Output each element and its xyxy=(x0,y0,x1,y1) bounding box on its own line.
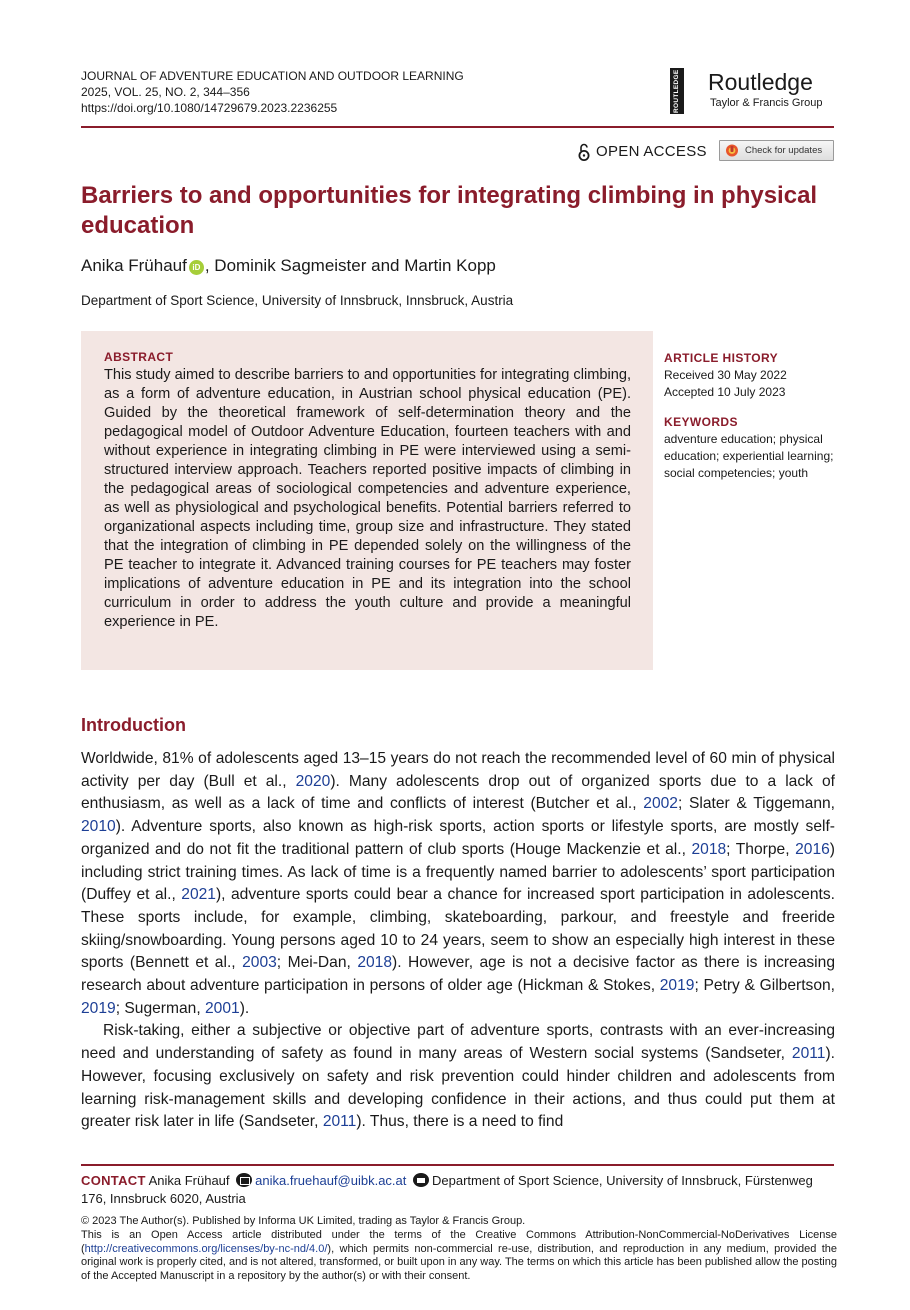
citation-link[interactable]: 2011 xyxy=(791,1045,826,1063)
license-link[interactable]: http://creativecommons.org/licenses/by-nc-nd/4.0/ xyxy=(84,1242,328,1255)
header-divider xyxy=(81,126,834,128)
section-heading-introduction: Introduction xyxy=(81,715,186,735)
paragraph xyxy=(81,1020,835,1134)
body-text xyxy=(81,748,835,1134)
contact-info xyxy=(81,1172,841,1208)
open-lock-icon xyxy=(578,143,590,161)
text-run: ). Thus, there is a need to find xyxy=(356,1113,564,1131)
accepted-date: Accepted 10 July 2023 xyxy=(664,385,786,399)
text-run: ; Sugerman, xyxy=(115,999,205,1017)
citation-link[interactable]: 2016 xyxy=(795,840,830,858)
email-link[interactable]: anika.fruehauf@uibk.ac.at xyxy=(255,1173,407,1188)
doi-link[interactable]: https://doi.org/10.1080/14729679.2023.2236255 xyxy=(81,101,338,115)
text-run: ; Slater & Tiggemann, xyxy=(677,795,835,813)
envelope-icon xyxy=(236,1173,252,1187)
paragraph xyxy=(81,748,835,1020)
publisher-subtitle: Taylor & Francis Group xyxy=(710,97,823,109)
citation-link[interactable]: 2021 xyxy=(181,886,216,904)
journal-info xyxy=(81,68,464,116)
text-run: ). Many adolescents drop out of organized sports due to a lack of enthusiasm, as well as a lack of time and conflicts of interest (Butcher et al., xyxy=(81,772,835,813)
contact-name: Anika Frühauf xyxy=(148,1173,230,1188)
check-updates-button[interactable] xyxy=(719,140,834,161)
citation-link[interactable]: 2011 xyxy=(322,1113,357,1131)
footer-divider xyxy=(81,1164,834,1166)
text-run: ). However, focusing exclusively on safety and risk prevention could hinder children and adolescents from learning risk-management skills and developing confidence in their actions, and thus could put them at greater risk later in life (Sandseter, xyxy=(81,1045,835,1131)
citation-link[interactable]: 2001 xyxy=(204,999,240,1017)
text-run: ; Petry & Gilbertson, xyxy=(694,977,835,995)
author-list xyxy=(81,255,496,277)
access-row xyxy=(578,140,834,164)
license-text xyxy=(81,1229,837,1283)
check-updates-icon xyxy=(725,144,739,157)
text-run: ). xyxy=(239,999,250,1017)
history-heading: ARTICLE HISTORY xyxy=(664,351,779,365)
abstract-heading: ABSTRACT xyxy=(104,350,174,364)
publisher-vertical-mark: ROUTLEDGE xyxy=(670,68,684,114)
citation-link[interactable]: 2019 xyxy=(659,977,695,995)
abstract-box xyxy=(81,331,653,670)
text-run: ). However, age is not a decisive factor as there is increasing research about adventure participation in persons of older age (Hickman & Stokes, xyxy=(81,954,835,995)
text-run: ), which permits non-commercial re-use, distribution, and reproduction in any medium, provided the original work is properly cited, and is not altered, transformed, or built upon in any way. The terms on which this article has been published allow the posting of the Accepted Manuscript in a repository by the author(s) or with their consent. xyxy=(81,1242,837,1282)
keywords-heading: KEYWORDS xyxy=(664,415,738,429)
keywords-list: adventure education; physical education; experiential learning; social competencies; youth xyxy=(664,432,834,480)
text-run: ), adventure sports could bear a chance for increased sport participation in adolescents. These sports include, for example, climbing, skateboarding, parkour, and freestyle and freeride skiing/snowboarding. Young persons aged 10 to 24 years, seem to show an especially high interest in these sports (Bennett et al., xyxy=(81,886,835,972)
author-name[interactable]: Anika Frühauf xyxy=(81,256,187,275)
citation-link[interactable]: 2010 xyxy=(81,818,116,836)
citation-link[interactable]: 2003 xyxy=(242,954,277,972)
abstract-text: This study aimed to describe barriers to and opportunities for integrating climbing, as a form of adventure education, in Austrian school physical education (PE). Guided by the theoretical framework of self-determination theory and the pedagogical model of Outdoor Adventure Education, fourteen teachers with and without experience in integrating climbing in PE were interviewed using a semi-structured interview approach. Teachers reported positive impacts of climbing in the pedagogical areas of sociological competencies and adventure experience, as well as physiological and psychological benefits. Potential barriers referred to organizational aspects including time, group size and infrastructure. They stated that the integration of climbing in PE depended solely on the willingness of the PE teacher to integrate it. Advanced training courses for PE teachers may foster implications of adventure education in PE and its integration into the school curriculum in order to address the youth culture and provide a meaningful experience in PE. xyxy=(104,367,631,630)
address-icon xyxy=(413,1173,429,1187)
orcid-icon[interactable]: iD xyxy=(189,260,204,275)
text-run: ; Mei-Dan, xyxy=(276,954,358,972)
text-run: ). Adventure sports, also known as high-risk sports, action sports or lifestyle sports, are mostly self-organized and do not fit the traditional pattern of club sports (Houge Mackenzie et al., xyxy=(81,818,835,858)
contact-label: CONTACT xyxy=(81,1173,146,1188)
text-run: ) including strict training times. As lack of time is a frequently named barrier to adolescents’ sport participation (Duffey et al., xyxy=(81,840,835,904)
open-access-label: OPEN ACCESS xyxy=(596,143,707,160)
received-date: Received 30 May 2022 xyxy=(664,368,787,382)
text-run: This is an Open Access article distributed under the terms of the Creative Commons Attribution-NonCommercial-NoDerivatives License ( xyxy=(81,1229,837,1255)
article-sidebar xyxy=(664,350,844,482)
citation-link[interactable]: 2018 xyxy=(691,840,727,858)
copyright-notice: © 2023 The Author(s). Published by Informa UK Limited, trading as Taylor & Francis Group. xyxy=(81,1215,526,1227)
text-run: Worldwide, 81% of adolescents aged 13–15 years do not reach the recommended level of 60 min of physical activity per day (Bull et al., xyxy=(81,750,835,790)
journal-name: JOURNAL OF ADVENTURE EDUCATION AND OUTDOOR LEARNING xyxy=(81,69,464,83)
article-title: Barriers to and opportunities for integrating climbing in physical education xyxy=(81,182,818,239)
contact-address: Department of Sport Science, University of Innsbruck, Fürstenweg 176, Innsbruck 6020, Austria xyxy=(81,1173,813,1206)
co-authors: , Dominik Sagmeister and Martin Kopp xyxy=(204,256,496,275)
check-updates-label: Check for updates xyxy=(745,145,823,156)
citation-link[interactable]: 2002 xyxy=(643,795,678,813)
citation-link[interactable]: 2019 xyxy=(81,999,116,1017)
journal-volume: 2025, VOL. 25, NO. 2, 344–356 xyxy=(81,85,250,99)
publisher-logo xyxy=(670,68,840,118)
citation-link[interactable]: 2018 xyxy=(357,954,393,972)
affiliation: Department of Sport Science, University of Innsbruck, Innsbruck, Austria xyxy=(81,293,514,308)
publisher-name: Routledge xyxy=(708,69,813,95)
citation-link[interactable]: 2020 xyxy=(295,772,331,790)
text-run: ; Thorpe, xyxy=(726,840,796,858)
text-run: Risk-taking, either a subjective or objective part of adventure sports, contrasts with an ever-increasing need and understanding of safety as found in many areas of Western social systems (Sandseter, xyxy=(81,1022,835,1063)
